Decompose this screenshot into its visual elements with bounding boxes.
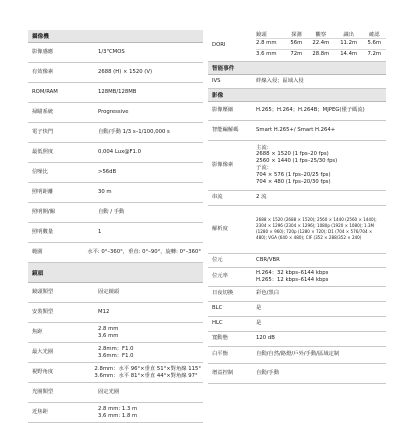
dori-header-identify: 確認 — [363, 30, 386, 39]
spec-value-line: 2.8mm：F1.0 — [98, 345, 134, 352]
spec-label: 最低照度 — [32, 149, 54, 156]
spec-value-line: CBR/VBR — [256, 256, 280, 263]
dori-header-recognize: 識出 — [335, 30, 363, 39]
row-focal-length — [28, 323, 203, 343]
spec-label: 白平衡 — [212, 351, 228, 358]
spec-value-line: 主流： — [256, 144, 272, 151]
spec-value-line: 自動/手動 — [256, 369, 280, 376]
dori-header-observe: 觀察 — [307, 30, 335, 39]
spec-label: 信噪比 — [32, 169, 48, 176]
spec-value-line: 3.6 mm: 1.8 m — [98, 412, 138, 419]
row-wdr — [208, 332, 386, 347]
spec-value — [256, 254, 386, 267]
dori-cell-observe: 22.4m — [307, 39, 335, 50]
spec-label: 增益控制 — [212, 369, 234, 376]
dori-label: DORI — [212, 42, 226, 49]
dori-cell-recognize: 11.2m — [335, 39, 363, 50]
spec-label: BLC — [212, 305, 223, 312]
spec-value-line: 自動/手動 1/3 s–1/100,000 s — [98, 129, 170, 136]
spec-value — [98, 103, 203, 122]
row-gain-control — [208, 364, 386, 384]
row-ivs — [208, 75, 386, 89]
spec-value-line: M12 — [98, 309, 110, 316]
spec-value — [256, 332, 386, 346]
spec-value — [256, 121, 386, 140]
section-camera: 攝像機 — [28, 30, 203, 43]
dori-table — [256, 30, 386, 61]
spec-label: 串流 — [212, 194, 223, 201]
row-ir-distance — [28, 183, 203, 203]
spec-label: 範圍 — [32, 249, 43, 256]
dori-cell-identify: 5.6m — [363, 39, 386, 50]
spec-value — [98, 323, 203, 342]
dori-cell-recognize: 14.4m — [340, 51, 358, 58]
spec-value-line: 1 — [98, 229, 102, 236]
spec-label: 有效像素 — [32, 69, 54, 76]
spec-value-line: 彩色/黑白 — [256, 290, 280, 297]
dori-row — [256, 39, 386, 50]
row-day-night — [208, 287, 386, 302]
row-bit-rate-control — [208, 254, 386, 268]
dori-row — [256, 50, 386, 61]
spec-label: HLC — [212, 320, 223, 327]
spec-label: 鏡頭類型 — [32, 289, 54, 296]
row-illuminator-control — [28, 203, 203, 223]
spec-value-line: 2688 × 1520 (2688 × 1520); 2560 × 1440 (2560 × 1440); 2304 × 1296 (2304 × 1296); 1080p (1920 × 1080); 1.3M (1280 × 960); 720p (1280 × 720); D1 (704 × 576/704 × 480); VGA (640 × 480); CIF (352 × 288/352 × 240) — [256, 217, 377, 240]
row-effective-pixels — [28, 63, 203, 83]
row-rom-ram — [28, 83, 203, 103]
dori-header-lens: 鏡頭 — [256, 30, 286, 39]
spec-label: 最大光圈 — [32, 349, 54, 356]
spec-value-line: 2.8mm：水平 96°×垂直 51°×對角線 115° — [94, 365, 201, 372]
spec-column-left — [28, 30, 203, 423]
spec-value-line: 1/3"CMOS — [98, 49, 125, 56]
spec-value — [94, 363, 203, 382]
spec-value — [98, 163, 203, 182]
row-illuminator-count — [28, 223, 203, 243]
row-min-illumination — [28, 143, 203, 163]
row-image-sensor — [28, 43, 203, 63]
spec-label: 光圈類型 — [32, 389, 54, 396]
spec-value — [98, 123, 203, 142]
spec-value — [98, 343, 203, 362]
row-field-of-view — [28, 363, 203, 383]
dori-header-detect: 探測 — [286, 30, 307, 39]
spec-value-line: 2.8 mm — [98, 325, 119, 332]
spec-value — [256, 302, 386, 316]
spec-value — [256, 347, 386, 363]
spec-value — [256, 364, 386, 383]
row-scan-system — [28, 103, 203, 123]
dori-block — [208, 30, 386, 62]
spec-value — [256, 268, 386, 286]
spec-label: 位元 — [212, 256, 223, 263]
row-smart-codec — [208, 121, 386, 141]
spec-value — [98, 403, 203, 422]
spec-value — [98, 63, 203, 82]
spec-value — [256, 206, 386, 253]
spec-value-line: 是 — [256, 320, 262, 327]
spec-label: 影像壓縮 — [212, 107, 234, 114]
spec-value — [98, 43, 203, 62]
spec-label: 電子快門 — [32, 129, 54, 136]
row-video-frame-rate — [208, 141, 386, 191]
spec-value-line: 子流： — [256, 165, 272, 171]
section-video: 影像 — [208, 89, 386, 102]
spec-label: 解析度 — [212, 225, 228, 232]
dori-cell-lens: 3.6 mm — [256, 51, 277, 58]
spec-value-line: 2688 × 1520 (1 fps–20 fps) — [256, 151, 329, 158]
spec-value-line: 704 × 576 (1 fps–20/25 fps) — [256, 171, 331, 178]
spec-label: 視野角度 — [32, 369, 54, 376]
spec-label: 近焦距 — [32, 409, 48, 416]
spec-label: 寬動態 — [212, 335, 228, 342]
spec-value-line: 水平: 0°–360°，垂直: 0°–90°，旋轉: 0°–360° — [87, 249, 201, 256]
spec-value-line: Smart H.265+/ Smart H.264+ — [256, 126, 336, 133]
spec-label: 影像感應 — [32, 49, 54, 56]
spec-value-line: 是 — [256, 305, 262, 312]
spec-label: 照明數量 — [32, 229, 54, 236]
spec-value — [98, 83, 203, 102]
spec-column-right — [208, 30, 386, 384]
row-lens-type — [28, 283, 203, 303]
spec-value — [98, 223, 203, 242]
spec-value-line: 2.8 mm: 1.3 m — [98, 405, 138, 412]
spec-value-line: 30 m — [98, 189, 112, 196]
spec-value-line: 2688 (H) × 1520 (V) — [98, 69, 153, 76]
spec-value-line: H.265：12 kbps–6144 kbps — [256, 276, 329, 283]
row-white-balance — [208, 347, 386, 364]
row-stream-capability — [208, 191, 386, 206]
row-hlc — [208, 317, 386, 332]
spec-label: 智能編解碼 — [212, 126, 239, 133]
spec-value-line: 自動 / 手動 — [98, 209, 125, 216]
row-iris-control — [28, 383, 203, 403]
spec-value — [98, 283, 203, 302]
row-resolution — [208, 206, 386, 254]
spec-label: 位元率 — [212, 273, 228, 280]
spec-value — [256, 317, 386, 331]
spec-label: 日夜切換 — [212, 290, 234, 297]
spec-value — [256, 141, 386, 190]
spec-value — [98, 183, 203, 202]
dori-header-row — [256, 30, 386, 39]
spec-value-line: 固定光圈 — [98, 389, 120, 396]
spec-value — [98, 383, 203, 402]
row-electronic-shutter — [28, 123, 203, 143]
spec-value-line: 固定鏡頭 — [98, 289, 120, 296]
row-snr — [28, 163, 203, 183]
row-mount-type — [28, 303, 203, 323]
spec-value-line: 自動/自然/路燈/戶外/手動/區域定制 — [256, 351, 340, 358]
spec-value-line: H.265；H.264；H.264B；MJPEG(僅子碼流) — [256, 107, 365, 114]
spec-label: IVS — [212, 77, 221, 84]
spec-label: 掃瞄系統 — [32, 109, 54, 116]
spec-label: 安裝類型 — [32, 309, 54, 316]
spec-value-line: 0.004 Lux@F1.0 — [98, 149, 141, 156]
spec-value-line: 120 dB — [256, 335, 275, 342]
row-max-aperture — [28, 343, 203, 363]
spec-value-line: 704 × 480 (1 fps–20/30 fps) — [256, 178, 331, 185]
row-pan-tilt-range — [28, 243, 203, 263]
spec-value-line: 2 流 — [256, 194, 267, 201]
section-lens: 鏡頭 — [28, 263, 203, 283]
dori-cell-observe: 28.8m — [312, 51, 330, 58]
spec-label: 影像像素 — [212, 161, 234, 168]
dori-cell-detect: 72m — [290, 51, 303, 58]
spec-label: 照明開/關 — [32, 209, 55, 216]
section-smart-event: 智能事件 — [208, 62, 386, 75]
spec-value-line: 3.6 mm — [98, 332, 119, 339]
spec-value-line: 3.6mm：F1.0 — [98, 352, 134, 359]
spec-value — [256, 102, 386, 120]
spec-value-line: 2560 × 1440 (1 fps–25/30 fps) — [256, 158, 338, 165]
spec-value-line: 3.6mm：水平 81°×垂直 44°×對角線 97° — [94, 372, 198, 379]
spec-value-line: 128MB/128MB — [98, 89, 137, 96]
spec-value-line: H.264：32 kbps–6144 kbps — [256, 269, 329, 276]
spec-label: 照明距離 — [32, 189, 54, 196]
spec-value — [98, 303, 203, 322]
spec-value — [256, 287, 386, 301]
spec-value — [256, 191, 386, 205]
spec-value — [87, 243, 203, 262]
spec-value-line: >56dB — [98, 169, 117, 176]
dori-cell-identify: 7.2m — [367, 51, 382, 58]
spec-value — [98, 143, 203, 162]
row-video-bit-rate — [208, 268, 386, 287]
row-video-compression — [208, 102, 386, 121]
spec-value-line: 絆線入侵；區域入侵 — [256, 77, 304, 84]
dori-cell-detect: 56m — [286, 39, 307, 50]
spec-value — [98, 203, 203, 222]
row-blc — [208, 302, 386, 317]
row-close-focus — [28, 403, 203, 423]
spec-label: ROM/RAM — [32, 89, 58, 96]
dori-cell-lens: 2.8 mm — [256, 39, 286, 50]
spec-value — [256, 75, 386, 88]
spec-value-line: Progressive — [98, 109, 129, 116]
spec-label: 焦距 — [32, 329, 43, 336]
